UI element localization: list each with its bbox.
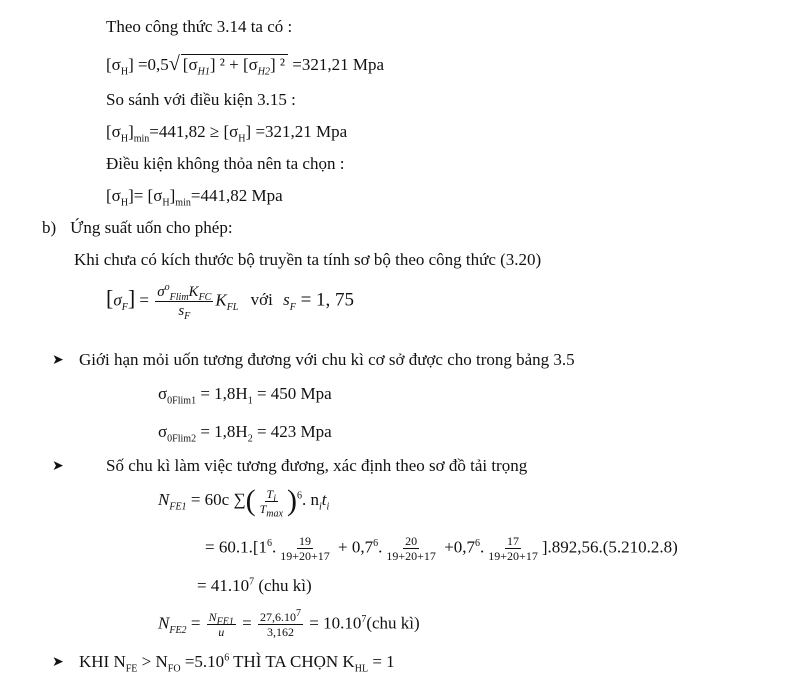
- arrowhead-bullet-icon: ➤: [52, 655, 64, 670]
- bullet-text: KHI $N_{FE} > N_{FO} =5.10^6$ THÌ TA CHỌN $K_{HL} = 1$: [79, 652, 395, 675]
- formula-sigma-h: $[\sigma_H] =0,5√$ $[\sigma_{H1}] ^2 + [\sigma_{H2}]$ ² =321,21 Mpa: [106, 53, 385, 78]
- formula-calc: = $60.1.[1^6$. $\frac{19}{19+20+17}$ + $0,7^6$. $\frac{20}{19+20+17}$ $+0,7^6$. $\frac{17}{19+20+17}$ ].892,56.(5.210.2.8): [205, 534, 678, 563]
- formula-sigma-flim2: $\sigma_{0Flim2} = 1,8H_2 = 423$ Mpa: [158, 422, 332, 445]
- text-line: Khi chưa có kích thước bộ truyền ta tính sơ bộ theo công thức (3.20): [74, 250, 542, 269]
- arrowhead-bullet-icon: ➤: [52, 459, 64, 474]
- bullet-text: Giới hạn mỏi uốn tương đương với chu kì cơ sở được cho trong bảng 3.5: [79, 350, 575, 369]
- text-line: Theo công thức 3.14 ta có :: [106, 17, 293, 36]
- formula-choose: $[\sigma_H]= [\sigma_H]_{min}=441,82$ Mpa: [106, 186, 283, 209]
- formula-sigma-f: $[\sigma_F]$ = $\frac{\sigma^o_{Flim}K_{FC}}{s_F}$ $K_{FL}$ với $s_F = 1$, 75: [106, 282, 355, 322]
- fraction: $\frac{\sigma^o_{Flim}K_{FC}}{s_F}$: [157, 282, 212, 322]
- section-heading: b) Ứng suất uốn cho phép:: [42, 218, 233, 237]
- bullet-text: Số chu kì làm việc tương đương, xác định theo sơ đồ tải trọng: [106, 456, 528, 475]
- formula-nfe1: $N_{FE1} = 60c$ ∑( $\frac{T_i}{T_{max}}$ )$^6$. $n_it_i$: [158, 484, 330, 519]
- text-line: Điều kiện không thỏa nên ta chọn :: [106, 154, 345, 173]
- arrowhead-bullet-icon: ➤: [52, 353, 64, 368]
- formula-compare: $[\sigma_H]_{min}=441,82 \ge [\sigma_H] =321,21$ Mpa: [106, 122, 348, 145]
- formula-sigma-flim1: $\sigma_{0Flim1} = 1,8H_1 = 450$ Mpa: [158, 384, 332, 407]
- formula-result: = $41.10^7$ (chu kì): [197, 576, 312, 595]
- text-line: So sánh với điều kiện 3.15 :: [106, 90, 296, 109]
- formula-nfe2: $N_{FE2}$ = $\frac{N_{FE1}}{u}$ = $\frac{27,6.10^7}{3,162}$ = $10.10^7(chu$ kì): [158, 608, 420, 639]
